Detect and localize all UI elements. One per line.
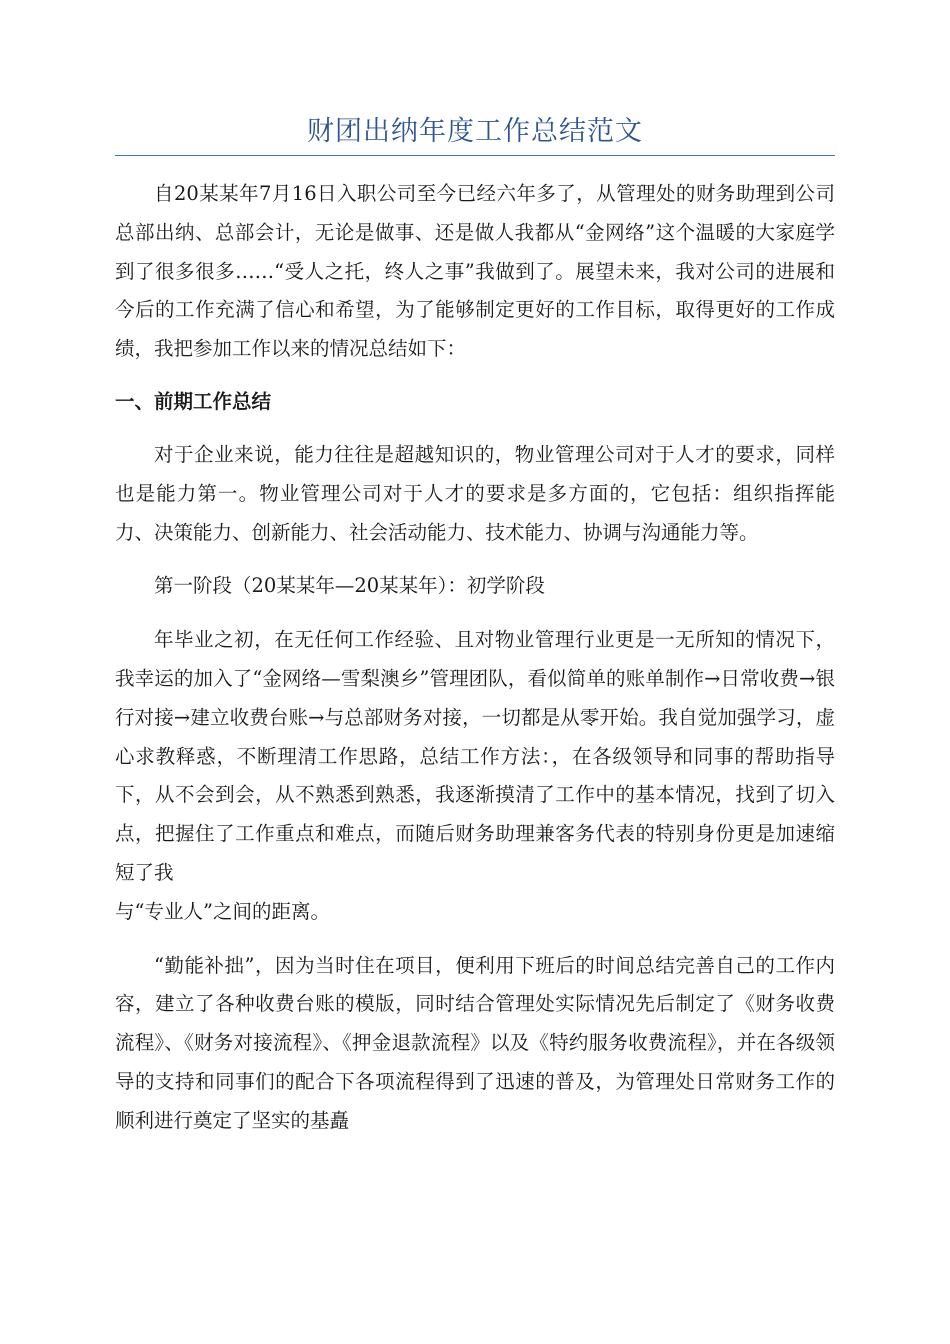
paragraph-ability: 对于企业来说，能力往往是超越知识的，物业管理公司对于人才的要求，同样也是能力第一。物业管理公司对于人才的要求是多方面的，它包括：组织指挥能力、决策能力、创新能力、社会活动能力、技术能力、协调与沟通能力等。 <box>115 442 835 544</box>
title-underline <box>115 155 835 156</box>
paragraph-stage-one: 第一阶段（20某某年—20某某年）：初学阶段 <box>154 574 545 598</box>
section-heading: 一、前期工作总结 <box>115 389 272 413</box>
document-title: 财团出纳年度工作总结范文 <box>307 116 643 147</box>
paragraph-graduation: 年毕业之初，在无任何工作经验、且对物业管理行业更是一无所知的情况下，我幸运的加入了“金网络—雪梨澳乡”管理团队，看似简单的账单制作→日常收费→银行对接→建立收费台账→与总部财务对接，一切都是从零开始。我自觉加强学习，虚心求教释惑，不断理清工作思路，总结工作方法：，在各级领导和同事的帮助指导下，从不会到会，从不熟悉到熟悉，我逐渐摸清了工作中的基本情况，找到了切入点，把握住了工作重点和难点，而随后财务助理兼客务代表的特别身份更是加速缩短了我 <box>115 628 835 884</box>
paragraph-intro: 自20某某年7月16日入职公司至今已经六年多了，从管理处的财务助理到公司总部出纳、总部会计，无论是做事、还是做人我都从“金网络”这个温暖的大家庭学到了很多很多……“受人之托，终人之事”我做到了。展望未来，我对公司的进展和今后的工作充满了信心和希望，为了能够制定更好的工作目标，取得更好的工作成绩，我把参加工作以来的情况总结如下： <box>115 182 835 361</box>
document-body <box>115 175 835 1141</box>
paragraph-diligence: “勤能补拙”，因为当时住在项目，便利用下班后的时间总结完善自己的工作内容，建立了各种收费台账的模版，同时结合管理处实际情况先后制定了《财务收费流程》、《财务对接流程》、《押金退款流程》以及《特约服务收费流程》，并在各级领导的支持和同事们的配合下各项流程得到了迅速的普及，为管理处日常财务工作的顺利进行奠定了坚实的基矗 <box>115 953 835 1132</box>
paragraph-graduation-end: 与“专业人”之间的距离。 <box>115 899 330 923</box>
